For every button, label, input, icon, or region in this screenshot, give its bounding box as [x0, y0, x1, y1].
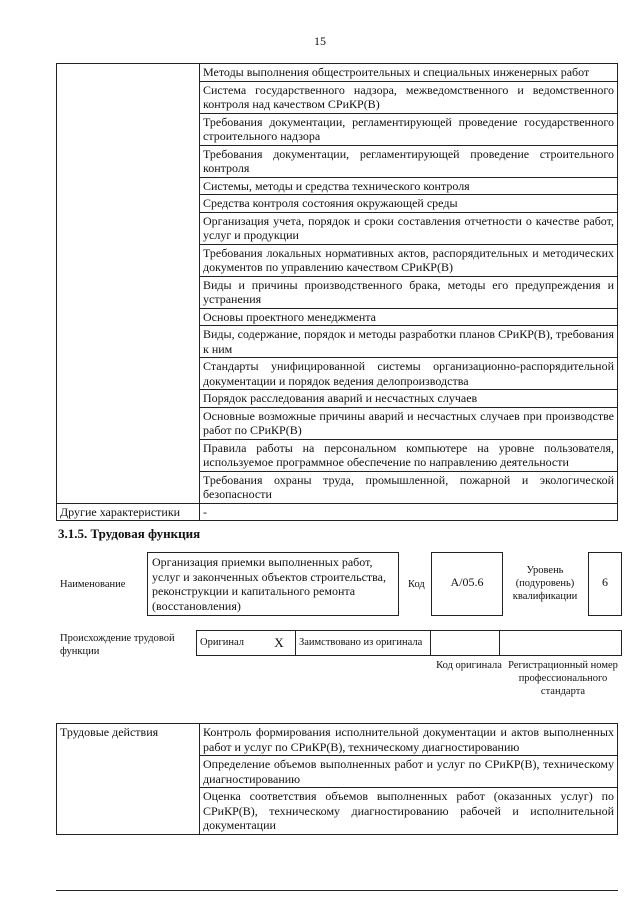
code-caption: Код оригинала	[436, 660, 502, 671]
other-characteristics-value: -	[200, 503, 618, 521]
knowledge-item: Правила работы на персональном компьютере на уровне пользователя, используемое программное обеспечение по направлению деятельности	[200, 439, 618, 471]
knowledge-item: Виды, содержание, порядок и методы разработки планов СРиКР(В), требования к ним	[200, 326, 618, 358]
knowledge-item: Средства контроля состояния окружающей среды	[200, 195, 618, 213]
original-label: Оригинал	[197, 631, 264, 656]
borrowed-label: Заимствовано из оригинала	[296, 631, 431, 656]
knowledge-item: Требования документации, регламентирующей проведение государственного строительного надзора	[200, 113, 618, 145]
knowledge-item: Основы проектного менеджмента	[200, 308, 618, 326]
level-label: Уровень (подуровень) квалификации	[512, 565, 578, 602]
page-number: 15	[314, 34, 326, 48]
actions-table	[56, 723, 618, 835]
knowledge-item: Порядок расследования аварий и несчастных случаев	[200, 390, 618, 408]
action-item: Определение объемов выполненных работ и услуг по СРиКР(В), техническому диагностированию	[200, 756, 618, 788]
origin-reg-cell	[500, 631, 622, 656]
knowledge-item: Система государственного надзора, межведомственного и ведомственного контроля над качеством СРиКР(В)	[200, 81, 618, 113]
function-name-box: Организация приемки выполненных работ, услуг и законченных объектов строительства, реконструкции и капитального ремонта (восстановления)	[147, 552, 399, 616]
code-label: Код	[408, 579, 425, 590]
action-row	[57, 724, 618, 756]
function-code-box: А/05.6	[431, 552, 503, 616]
knowledge-item: Организация учета, порядок и сроки составления отчетности о качестве работ, услуг и продукции	[200, 212, 618, 244]
knowledge-item: Методы выполнения общестроительных и специальных инженерных работ	[200, 64, 618, 82]
other-characteristics-row	[57, 503, 618, 521]
origin-code-cell	[431, 631, 500, 656]
origin-label: Происхождение трудовой функции	[60, 633, 175, 657]
knowledge-item: Виды и причины производственного брака, методы его предупреждения и устранения	[200, 276, 618, 308]
origin-table	[196, 630, 622, 656]
knowledge-item: Стандарты унифицированной системы организационно-распорядительной документации и порядок ведения делопроизводства	[200, 358, 618, 390]
original-mark: X	[263, 631, 296, 656]
action-item: Оценка соответствия объемов выполненных работ (оказанных услуг) по СРиКР(В), техническому диагностированию рабочей и исполнительной документации	[200, 788, 618, 835]
actions-label: Трудовые действия	[57, 724, 200, 835]
other-characteristics-label: Другие характеристики	[57, 503, 200, 521]
knowledge-item: Требования документации, регламентирующей проведение строительного контроля	[200, 145, 618, 177]
knowledge-item: Системы, методы и средства технического контроля	[200, 177, 618, 195]
reg-caption: Регистрационный номер профессионального стандарта	[508, 660, 618, 697]
name-label: Наименование	[60, 579, 126, 590]
knowledge-item: Требования локальных нормативных актов, распорядительных и методических документов по управлению качеством СРиКР(В)	[200, 244, 618, 276]
knowledge-table	[56, 63, 618, 521]
action-item: Контроль формирования исполнительной документации и актов выполненных работ и услуг по СРиКР(В), техническому диагностированию	[200, 724, 618, 756]
knowledge-row	[57, 64, 618, 82]
knowledge-item: Основные возможные причины аварий и несчастных случаев при производстве работ по СРиКР(В)	[200, 407, 618, 439]
section-title: 3.1.5. Трудовая функция	[58, 526, 201, 541]
bottom-divider	[56, 890, 618, 891]
function-level-box: 6	[588, 552, 622, 616]
knowledge-label-cell	[57, 64, 200, 504]
knowledge-item: Требования охраны труда, промышленной, пожарной и экологической безопасности	[200, 471, 618, 503]
